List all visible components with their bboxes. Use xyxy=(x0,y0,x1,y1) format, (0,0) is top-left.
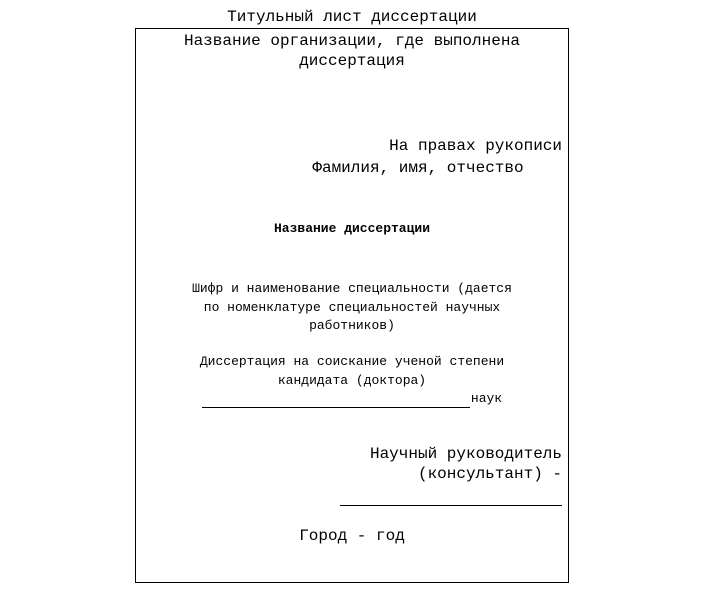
degree-line-2: кандидата (доктора) xyxy=(277,373,427,388)
science-field-blank xyxy=(202,393,470,408)
title-page-sheet xyxy=(135,28,569,583)
degree-line-1: Диссертация на соискание ученой степени xyxy=(199,354,505,369)
dissertation-title: Название диссертации xyxy=(273,221,431,236)
degree-line-3 xyxy=(136,390,568,408)
author-name: Фамилия, имя, отчество xyxy=(312,159,524,177)
manuscript-note: На правах рукописи xyxy=(389,137,562,155)
science-suffix: наук xyxy=(470,391,503,406)
organization-line-1: Название организации, где выполнена xyxy=(183,32,521,50)
organization-line-2: диссертация xyxy=(299,52,405,70)
supervisor-line-2: (консультант) - xyxy=(417,465,562,483)
document-caption: Титульный лист диссертации xyxy=(227,8,477,26)
supervisor-line-1: Научный руководитель xyxy=(369,445,562,463)
city-year: Город - год xyxy=(299,527,405,545)
supervisor-signature-blank xyxy=(340,505,562,506)
specialty-line-3: работников) xyxy=(309,318,395,333)
specialty-line-1: Шифр и наименование специальности (дается xyxy=(192,281,512,296)
specialty-line-2: по номенклатуре специальностей научных xyxy=(203,300,501,315)
